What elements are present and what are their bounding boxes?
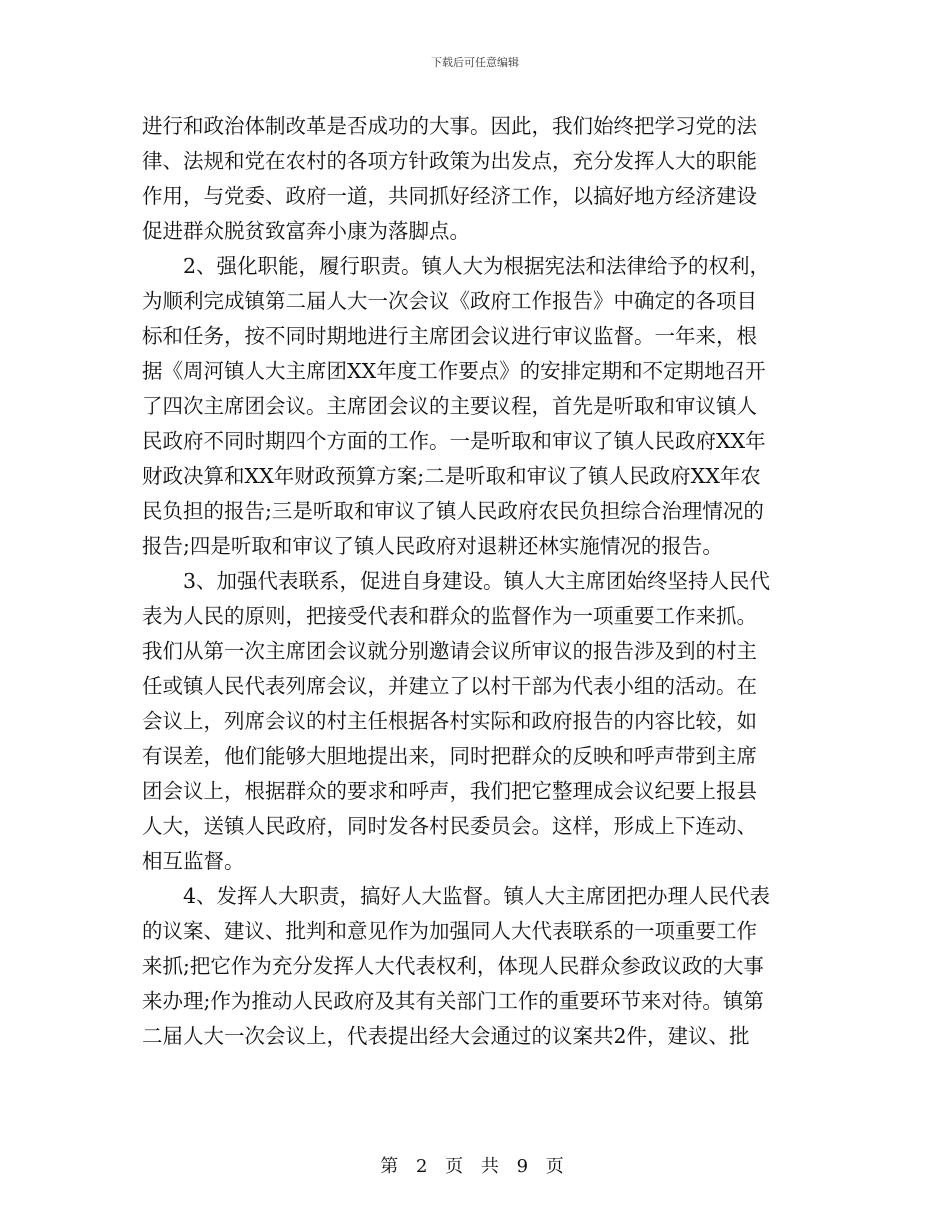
paragraph-start-line: 4、发挥人大职责，搞好人大监督。镇人大主席团把办理人民代表 — [183, 884, 771, 908]
text-line: 民政府不同时期四个方面的工作。一是听取和审议了镇人民政府XX年 — [142, 429, 766, 453]
text-line: 报告;四是听取和审议了镇人民政府对退耕还林实施情况的报告。 — [142, 534, 723, 558]
text-line: 人大，送镇人民政府，同时发各村民委员会。这样，形成上下连动、 — [142, 814, 757, 838]
text-line: 作用，与党委、政府一道，共同抓好经济工作，以搞好地方经济建设 — [142, 184, 757, 208]
text-line: 任或镇人民代表列席会议，并建立了以村干部为代表小组的活动。在 — [142, 674, 757, 698]
text-line: 标和任务，按不同时期地进行主席团会议进行审议监督。一年来，根 — [142, 324, 757, 348]
body-text — [142, 109, 810, 1054]
page-footer: 第 2 页 共 9 页 — [380, 1156, 570, 1177]
text-line: 有误差，他们能够大胆地提出来，同时把群众的反映和呼声带到主席 — [142, 744, 757, 768]
text-line: 的议案、建议、批判和意见作为加强同人大代表联系的一项重要工作 — [142, 919, 757, 943]
text-line: 二届人大一次会议上，代表提出经大会通过的议案共2件，建议、批 — [142, 1024, 750, 1048]
text-line: 民负担的报告;三是听取和审议了镇人民政府农民负担综合治理情况的 — [142, 499, 764, 523]
text-line: 进行和政治体制改革是否成功的大事。因此，我们始终把学习党的法 — [142, 114, 757, 138]
paragraph-start-line: 2、强化职能，履行职责。镇人大为根据宪法和法律给予的权利， — [183, 254, 771, 278]
page-header: 下载后可任意编辑 — [431, 56, 519, 69]
text-line: 相互监督。 — [142, 849, 245, 873]
text-line: 我们从第一次主席团会议就分别邀请会议所审议的报告涉及到的村主 — [142, 639, 757, 663]
paragraph-start-line: 3、加强代表联系，促进自身建设。镇人大主席团始终坚持人民代 — [183, 569, 771, 593]
text-line: 据《周河镇人大主席团XX年度工作要点》的安排定期和不定期地召开 — [142, 359, 766, 383]
text-line: 财政决算和XX年财政预算方案;二是听取和审议了镇人民政府XX年农 — [142, 464, 761, 488]
text-line: 来抓;把它作为充分发挥人大代表权利，体现人民群众参政议政的大事 — [142, 954, 764, 978]
text-line: 为顺利完成镇第二届人大一次会议《政府工作报告》中确定的各项目 — [142, 289, 757, 313]
text-line: 表为人民的原则，把接受代表和群众的监督作为一项重要工作来抓。 — [142, 604, 757, 628]
text-line: 促进群众脱贫致富奔小康为落脚点。 — [142, 219, 470, 243]
text-line: 团会议上，根据群众的要求和呼声，我们把它整理成会议纪要上报县 — [142, 779, 757, 803]
text-line: 来办理;作为推动人民政府及其有关部门工作的重要环节来对待。镇第 — [142, 989, 764, 1013]
text-line: 了四次主席团会议。主席团会议的主要议程，首先是听取和审议镇人 — [142, 394, 757, 418]
text-line: 律、法规和党在农村的各项方针政策为出发点，充分发挥人大的职能 — [142, 149, 757, 173]
text-line: 会议上，列席会议的村主任根据各村实际和政府报告的内容比较，如 — [142, 709, 757, 733]
